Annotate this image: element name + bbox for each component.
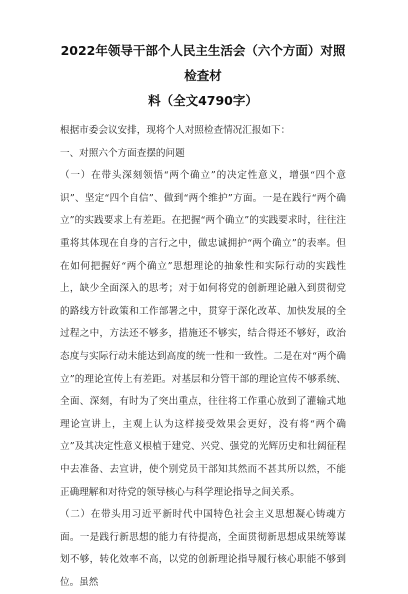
title-line-2: 料（全文4790字） [148, 93, 258, 108]
document-title [60, 38, 346, 113]
body-paragraph-2: （二）在带头用习近平新时代中国特色社会主义思想凝心铸魂方面。一是践行新思想的能力有待提高，全面贯彻新思想成果统筹谋划不够，转化效率不高，以党的创新理论指导履行核心职能不够到位。虽然 [60, 509, 346, 588]
section-heading: 一、对照六个方面查摆的问题 [60, 147, 185, 159]
body-paragraph-1: （一）在带头深刻领悟“两个确立”的决定性意义，增强“四个意识”、坚定“四个自信”、做到“两个维护”方面。一是在践行“两个确立”的实践要求上有差距。在把握“两个确立”的实践要求时，往往注重将其体现在自身的言行之中，做忠诚拥护“两个确立”的表率。但在如何把握好“两个确立”思想理论的抽象性和实际行动的实践性上，缺少全面深入的思考；对于如何将党的创新理论融入到贯彻党的路线方针政策和工作部署之中，贯穿于深化改革、加快发展的全过程之中，方法还不够多，措施还不够实，结合得还不够好，政治态度与实际行动未能达到高度的统一性和一致性。二是在对“两个确立”的理论宣传上有差距。对基层和分管干部的理论宣传不够系统、全面、深刻，有时为了突出重点，往往将工作重心放到了灌输式地理论宣讲上，主观上认为这样接受效果会更好，没有将“两个确立”及其决定性意义根植于建党、兴党、强党的光辉历史和壮阔征程中去准备、去宣讲，使个别党员干部知其然而不甚其所以然，不能正确理解和对待党的领导核心与科学理论指导之间关系。 [60, 170, 346, 498]
intro-paragraph: 根据市委会议安排，现将个人对照检查情况汇报如下： [60, 125, 291, 136]
title-line-1: 2022年领导干部个人民主生活会（六个方面）对照检查材 [60, 43, 346, 83]
